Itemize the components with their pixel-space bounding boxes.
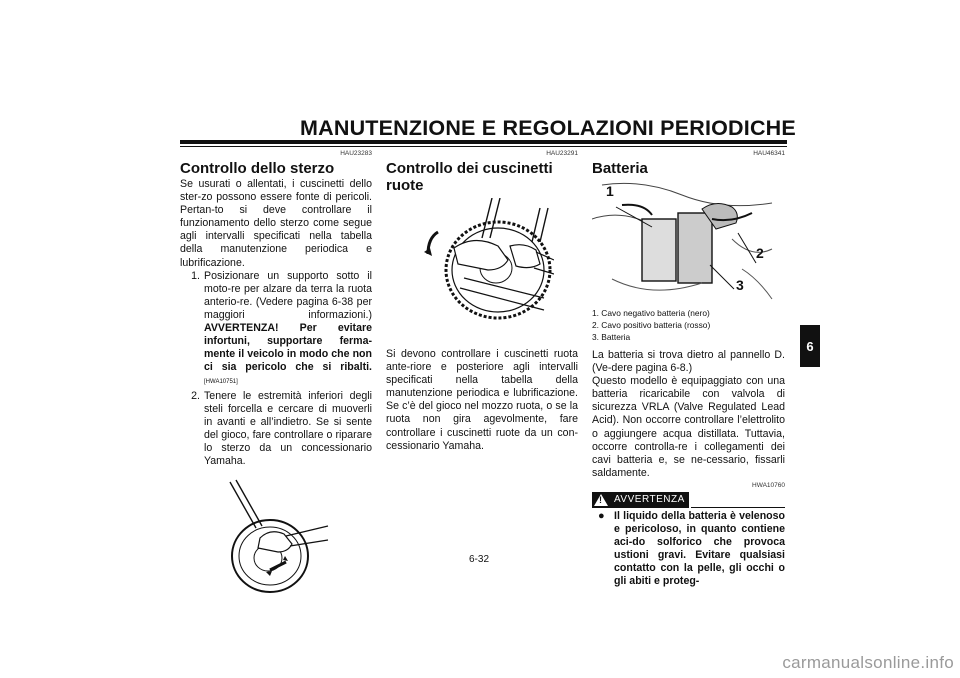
section-code: HAU23291 bbox=[546, 150, 578, 157]
warning-bullet bbox=[592, 510, 785, 589]
chapter-tab: 6 bbox=[800, 325, 820, 367]
step-warning: AVVERTENZA! Per evitare infortuni, supportare ferma-mente il veicolo in modo che non ci sia pericolo che si ribalti. bbox=[204, 322, 372, 374]
step-number: 1. bbox=[191, 269, 200, 282]
caption-1: 1. Cavo negativo batteria (nero) bbox=[592, 308, 710, 318]
bullet-icon: ● bbox=[598, 509, 605, 522]
steering-illustration bbox=[226, 478, 372, 596]
warning-code: [HWA10751] bbox=[204, 379, 238, 386]
page-number: 6-32 bbox=[469, 554, 490, 565]
column-battery bbox=[592, 150, 785, 589]
wheel-bearing-body: Si devono controllare i cuscinetti ruota ante-riore e posteriore agli intervalli specificati nella tabella della manutenzione periodica e lubrificazione. Se c’è del gioco nel mozzo ruota, o se la ruota non gira agevolmente, fare controllare i cuscinetti ruote da un con-cessionario Yamaha. bbox=[386, 348, 578, 452]
step-1 bbox=[180, 270, 372, 390]
callout-1: 1 bbox=[606, 183, 614, 199]
step-number: 2. bbox=[191, 389, 200, 402]
warning-triangle-icon: ! bbox=[594, 494, 608, 506]
section-title-battery: Batteria bbox=[592, 160, 648, 177]
battery-body: La batteria si trova dietro al pannello D. (Ve-dere pagina 6-8.) Questo modello è equipaggiato con una batteria ricaricabile con valvola di sicurezza VRLA (Valve Regulated Lead Acid). Non occorre controllare l’elettrolito o aggiungere acqua distillata. Tuttavia, occorre controlla-re i collegamenti dei cavi batteria e, se ne-cessario, fissarli saldamente. bbox=[592, 349, 785, 479]
steering-intro: Se usurati o allentati, i cuscinetti dello ster-zo possono essere fonte di pericoli. Pertan-to si deve controllare il funzionamento dello sterzo come segue agli intervalli specificati nella tabella della manutenzione periodica e lubrificazione. bbox=[180, 178, 372, 269]
caption-2: 2. Cavo positivo batteria (rosso) bbox=[592, 320, 711, 330]
header-rule-thin bbox=[180, 146, 787, 147]
warning-code: HWA10760 bbox=[752, 481, 785, 489]
warning-badge bbox=[592, 492, 689, 508]
callout-3: 3 bbox=[736, 277, 744, 293]
watermark: carmanualsonline.info bbox=[782, 653, 954, 672]
warning-label: AVVERTENZA bbox=[614, 494, 685, 506]
header-rule bbox=[180, 140, 787, 144]
column-steering bbox=[180, 150, 372, 596]
battery-captions bbox=[592, 307, 785, 343]
section-title-steering: Controllo dello sterzo bbox=[180, 160, 335, 177]
section-code: HAU46341 bbox=[753, 150, 785, 157]
warning-header bbox=[592, 492, 785, 508]
section-title-wheel-bearings: Controllo dei cuscinetti ruote bbox=[386, 160, 553, 194]
battery-photo bbox=[592, 179, 777, 305]
caption-3: 3. Batteria bbox=[592, 332, 631, 342]
warning-bullet-text: Il liquido della batteria è velenoso e pericoloso, in quanto contiene aci-do solforico che provoca ustioni gravi. Evitare qualsiasi contatto con la pelle, gli occhi o gli abiti e proteg- bbox=[614, 509, 785, 588]
page-header-title: MANUTENZIONE E REGOLAZIONI PERIODICHE bbox=[300, 116, 796, 140]
callout-2: 2 bbox=[756, 245, 764, 261]
section-code: HAU23283 bbox=[340, 150, 372, 157]
warning-rule bbox=[691, 507, 785, 508]
column-wheel-bearings bbox=[386, 150, 578, 453]
step-text: Posizionare un supporto sotto il moto-re per alzare da terra la ruota anterio-re. (Vedere pagina 6-38 per maggiori informazioni.) bbox=[204, 269, 372, 321]
step-2 bbox=[180, 390, 372, 469]
step-text: Tenere le estremità inferiori degli steli forcella e cercare di muoverli in avanti e all’indietro. Se si sente del gioco, fare controllare o riparare lo sterzo da un concessionario Yamaha. bbox=[204, 389, 372, 467]
wheel-bearing-illustration bbox=[424, 198, 578, 324]
